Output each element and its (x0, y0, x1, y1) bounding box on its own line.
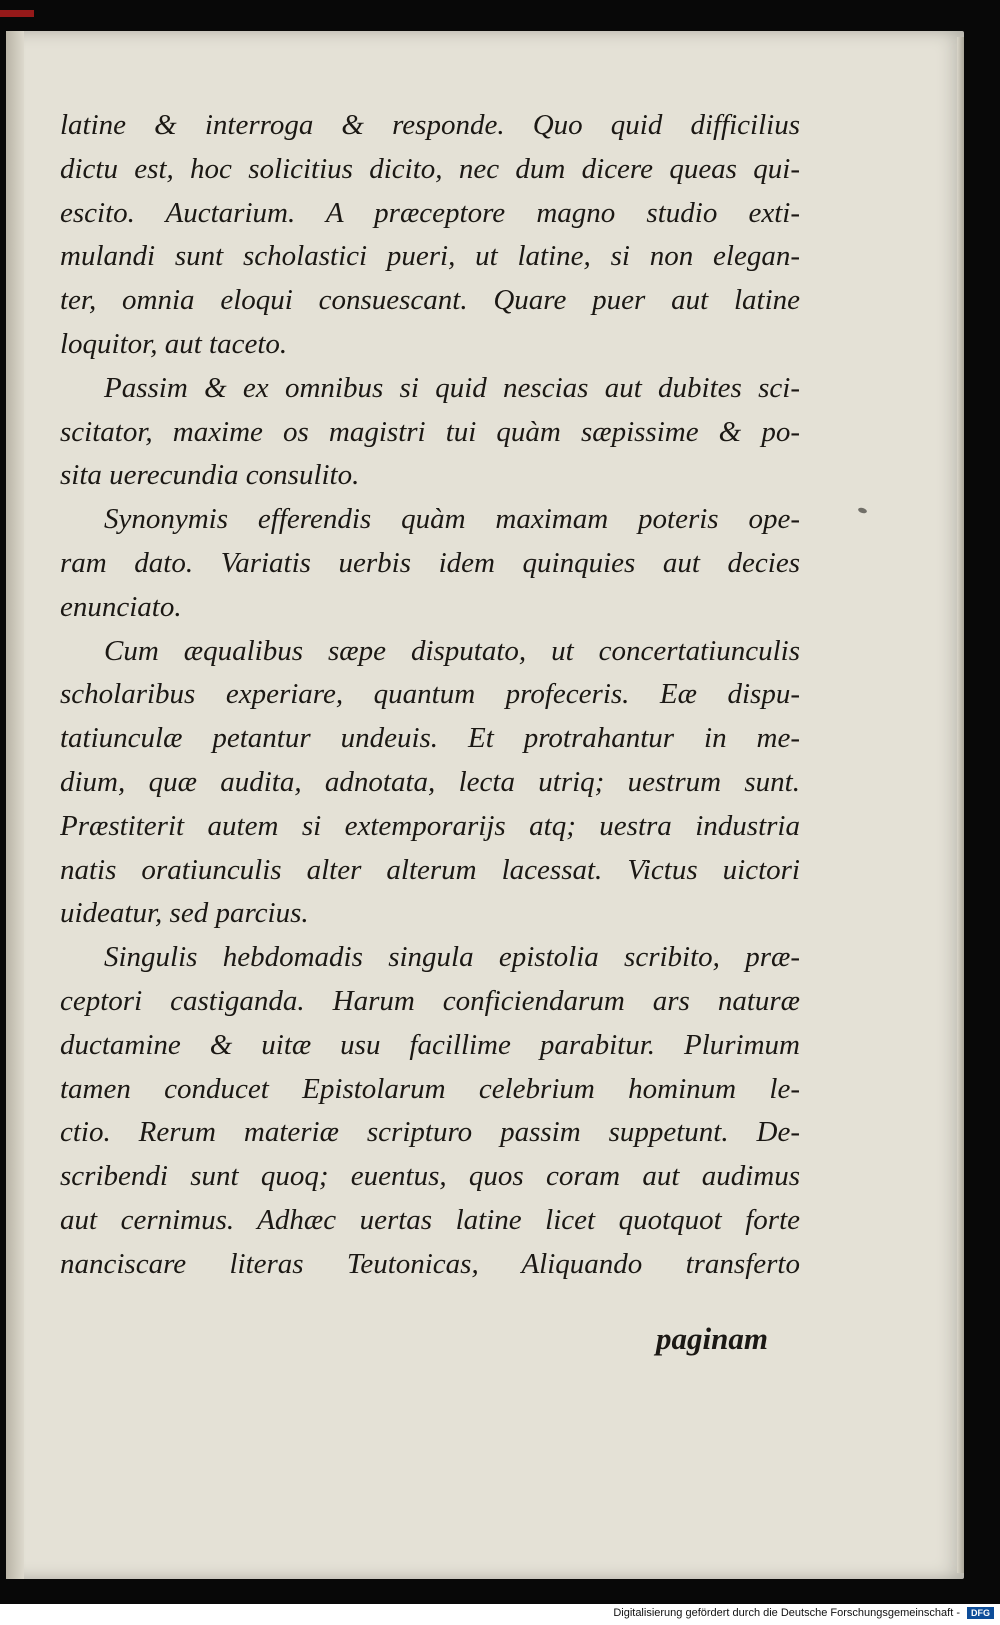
text-line: sita uerecundia consulito. (60, 459, 360, 492)
text-line: natis oratiunculis alter alterum lacessat. Victus uictori (60, 853, 800, 886)
ink-speck (857, 507, 867, 515)
text-line: scitator, maxime os magistri tui quàm sæpissime & po- (60, 415, 800, 448)
text-line: ceptori castiganda. Harum conficiendarum ars naturæ (60, 984, 800, 1017)
text-line: aut cernimus. Adhæc uertas latine licet quotquot forte (60, 1203, 800, 1236)
text-line: ctio. Rerum materiæ scripturo passim suppetunt. De- (60, 1116, 800, 1149)
dfg-logo: DFG (967, 1607, 994, 1619)
catchword: paginam (656, 1321, 768, 1356)
text-line: Cum æqualibus sæpe disputato, ut concertatiunculis (104, 634, 800, 667)
text-line: nanciscare literas Teutonicas, Aliquando transferto (60, 1247, 800, 1280)
footer-bar (0, 1604, 1000, 1625)
text-line: ter, omnia eloqui consuescant. Quare puer aut latine (60, 284, 800, 317)
text-line: tamen conducet Epistolarum celebrium hominum le- (60, 1072, 800, 1105)
funding-notice: Digitalisierung gefördert durch die Deutsche Forschungsgemeinschaft - (613, 1607, 960, 1619)
text-line: ram dato. Variatis uerbis idem quinquies aut decies (60, 546, 800, 579)
text-line: dictu est, hoc solicitius dicito, nec dum dicere queas qui- (60, 152, 800, 185)
text-line: ductamine & uitæ usu facillime parabitur. Plurimum (60, 1028, 800, 1061)
book-page (6, 31, 964, 1579)
page-edge (957, 37, 964, 1573)
text-line: enunciato. (60, 590, 182, 623)
page-gutter (6, 31, 24, 1579)
page-text-block (60, 104, 800, 1287)
text-line: dium, quæ audita, adnotata, lecta utriq; uestrum sunt. (60, 765, 800, 798)
text-line: escito. Auctarium. A præceptore magno studio exti- (60, 196, 800, 229)
text-line: uideatur, sed parcius. (60, 897, 309, 930)
text-line: Synonymis efferendis quàm maximam poteris ope- (104, 503, 800, 536)
text-line: scribendi sunt quoq; euentus, quos coram aut audimus (60, 1160, 800, 1193)
corner-color-tab (0, 10, 34, 17)
text-line: latine & interroga & responde. Quo quid difficilius (60, 109, 800, 141)
text-line: scholaribus experiare, quantum profeceris. Eæ dispu- (60, 678, 800, 711)
text-line: mulandi sunt scholastici pueri, ut latine, si non elegan- (60, 240, 800, 273)
text-line: loquitor, aut taceto. (60, 327, 288, 360)
text-line: Præstiterit autem si extemporarijs atq; uestra industria (60, 809, 800, 842)
text-line: tatiunculæ petantur undeuis. Et protrahantur in me- (60, 722, 800, 755)
text-line: Passim & ex omnibus si quid nescias aut dubites sci- (104, 371, 800, 404)
text-line: Singulis hebdomadis singula epistolia scribito, præ- (104, 941, 800, 974)
